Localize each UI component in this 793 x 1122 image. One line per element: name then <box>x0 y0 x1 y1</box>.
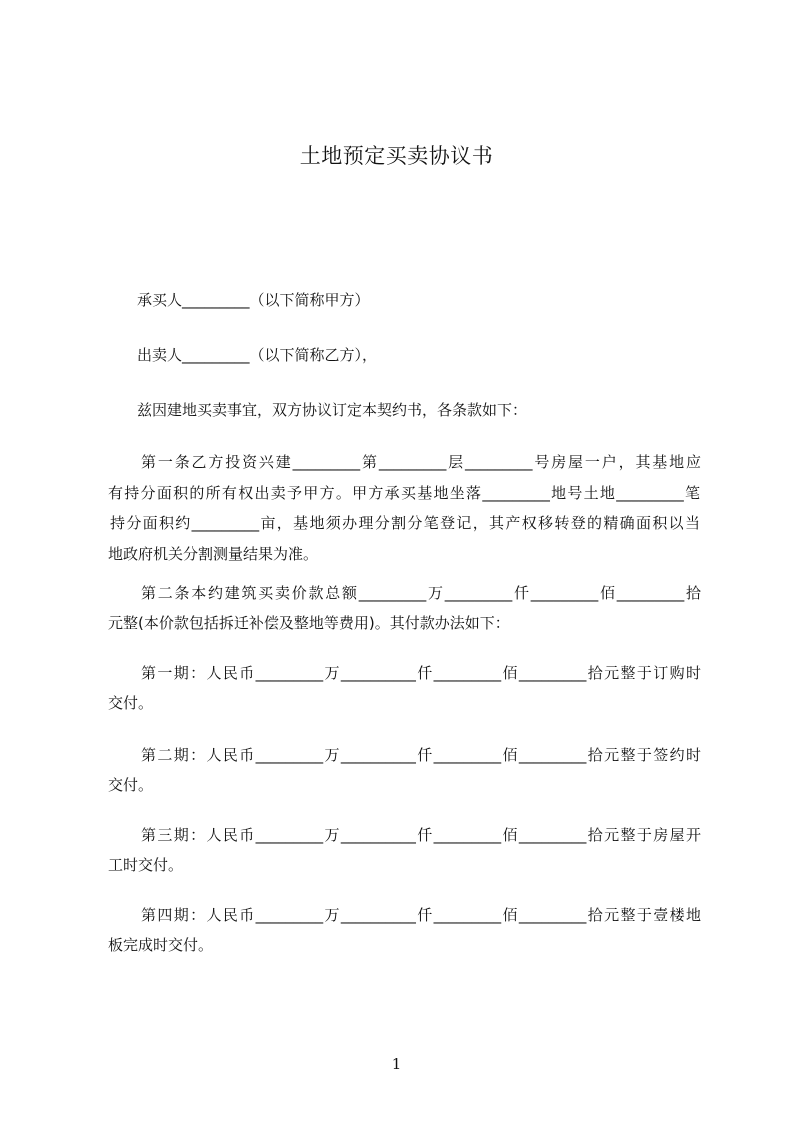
installment-4-line-1: 第四期：人民币_________万__________仟_________佰_________拾元整于壹楼地 <box>141 906 701 924</box>
installment-3-line-1: 第三期：人民币_________万__________仟_________佰_________拾元整于房屋开 <box>141 826 701 844</box>
installment-2-line-2: 交付。 <box>108 776 154 794</box>
article-2-line-1: 第二条本约建筑买卖价款总额_________万_________仟_________佰_________拾 <box>141 584 701 602</box>
article-1-line-3: 持分面积约_________亩，基地须办理分割分笔登记，其产权移转登的精确面积以当 <box>110 514 700 532</box>
installment-4-line-2: 板完成时交付。 <box>108 936 214 954</box>
article-1-line-4: 地政府机关分割测量结果为准。 <box>108 545 319 563</box>
installment-1-line-2: 交付。 <box>108 694 154 712</box>
article-1-line-2: 有持分面积的所有权出卖予甲方。甲方承买基地坐落_________地号土地_________笔 <box>108 484 700 502</box>
article-2-line-2: 元整(本价款包括拆迁补偿及整地等费用)。其付款办法如下： <box>108 614 510 632</box>
article-1-line-1: 第一条乙方投资兴建_________第_________层_________号房屋一户，其基地应 <box>141 453 701 471</box>
installment-3-line-2: 工时交付。 <box>108 856 184 874</box>
buyer-line: 承买人_________（以下简称甲方） <box>137 291 370 309</box>
installment-1-line-1: 第一期：人民币_________万__________仟_________佰_________拾元整于订购时 <box>141 664 701 682</box>
page-number: 1 <box>391 1055 402 1073</box>
preamble-text: 兹因建地买卖事宜，双方协议订定本契约书，各条款如下： <box>137 401 528 419</box>
installment-2-line-1: 第二期：人民币_________万__________仟_________佰_________拾元整于签约时 <box>141 746 701 764</box>
document-title: 土地预定买卖协议书 <box>299 144 494 168</box>
seller-line: 出卖人_________（以下简称乙方）， <box>137 346 378 364</box>
